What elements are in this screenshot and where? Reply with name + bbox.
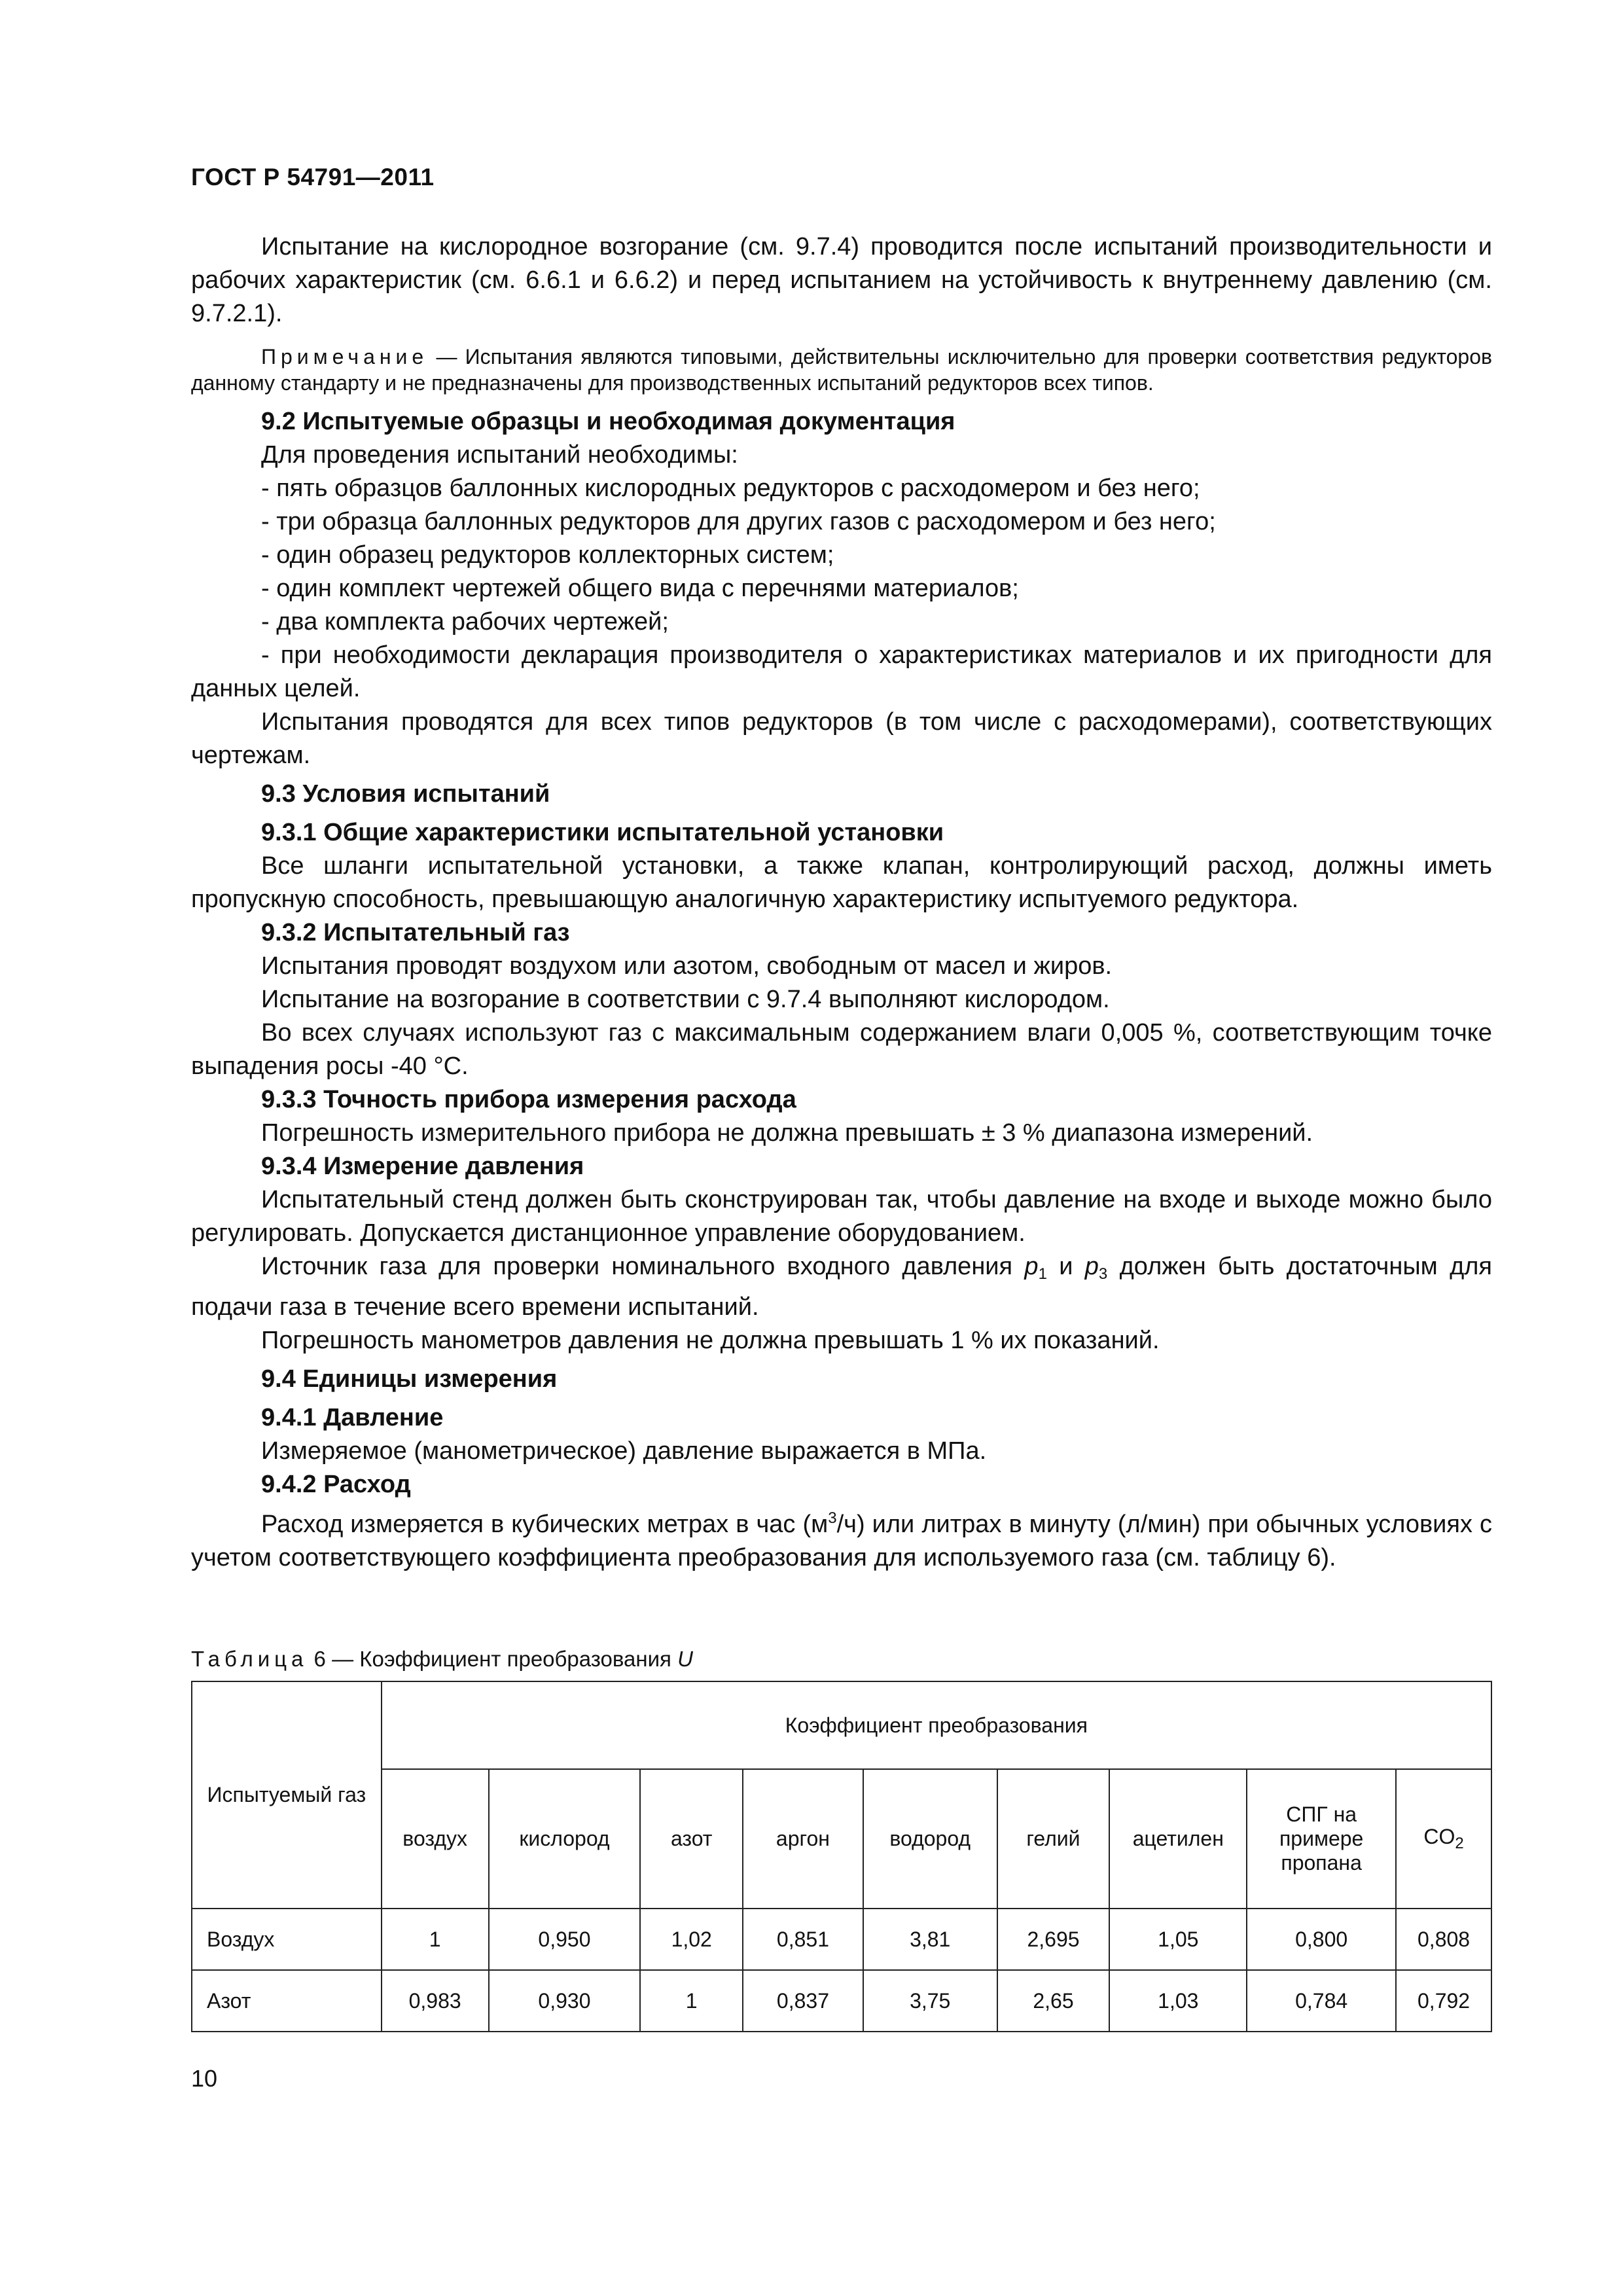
page-number: 10 xyxy=(191,2065,218,2092)
list-item: - три образца баллонных редукторов для других газов с расходомером и без него; xyxy=(261,508,1216,535)
table-row xyxy=(192,1909,1491,1970)
section-9-3-4-p3: Погрешность манометров давления не должна превышать 1 % их показаний. xyxy=(261,1327,1160,1354)
table-cell: 2,65 xyxy=(997,1970,1110,2032)
note-text: — Испытания являются типовыми, действительны исключительно для проверки соответствия редукторов данному стандарту и не предназначены для производственных испытаний редукторов всех типов. xyxy=(191,345,1492,395)
note-label: Примечание xyxy=(261,345,429,368)
pressure-symbol: p xyxy=(1084,1253,1099,1280)
section-heading-9-2: 9.2 Испытуемые образцы и необходимая документация xyxy=(261,408,955,435)
row-label: Азот xyxy=(192,1970,382,2032)
list-item: - два комплекта рабочих чертежей; xyxy=(261,608,669,636)
co2-text: CO xyxy=(1423,1825,1455,1848)
section-9-3-2-p2: Испытание на возгорание в соответствии с 9.7.4 выполняют кислородом. xyxy=(261,986,1110,1013)
table-row xyxy=(192,1970,1491,2032)
table-caption-text: 6 — Коэффициент преобразования xyxy=(308,1647,678,1671)
document-body xyxy=(191,230,1492,1575)
table-cell: 3,75 xyxy=(863,1970,997,2032)
table-header-row xyxy=(192,1681,1491,1769)
section-heading-9-3-3: 9.3.3 Точность прибора измерения расхода xyxy=(261,1086,796,1113)
section-9-3-4-p1: Испытательный стенд должен быть сконструирован так, чтобы давление на входе и выходе можно было регулировать. Допускается дистанционное управление оборудованием. xyxy=(191,1186,1492,1247)
column-header: кислород xyxy=(489,1769,641,1909)
text-run: Источник газа для проверки номинального входного давления xyxy=(261,1253,1025,1280)
section-9-3-1-text: Все шланги испытательной установки, а также клапан, контролирующий расход, должны иметь пропускную способность, превышающую аналогичную характеристику испытуемого редуктора. xyxy=(191,852,1492,913)
table-cell: 1,02 xyxy=(640,1909,743,1970)
table-caption xyxy=(191,1646,693,1672)
table-cell: 0,851 xyxy=(743,1909,863,1970)
section-heading-9-3-2: 9.3.2 Испытательный газ xyxy=(261,919,570,946)
row-label: Воздух xyxy=(192,1909,382,1970)
column-header-co2 xyxy=(1396,1769,1491,1909)
table-cell: 3,81 xyxy=(863,1909,997,1970)
table-corner-header: Испытуемый газ xyxy=(192,1681,382,1909)
section-heading-9-4-2: 9.4.2 Расход xyxy=(261,1471,411,1498)
document-header: ГОСТ Р 54791—2011 xyxy=(191,164,435,190)
conversion-table xyxy=(191,1681,1492,2032)
section-heading-9-3-1: 9.3.1 Общие характеристики испытательной установки xyxy=(261,819,944,846)
section-9-3-3-text: Погрешность измерительного прибора не должна превышать ± 3 % диапазона измерений. xyxy=(261,1119,1313,1147)
note xyxy=(191,344,1492,396)
table-caption-label: Таблица xyxy=(191,1647,308,1671)
table-cell: 0,950 xyxy=(489,1909,641,1970)
subscript: 2 xyxy=(1455,1835,1464,1852)
column-header: аргон xyxy=(743,1769,863,1909)
table-cell: 0,800 xyxy=(1247,1909,1396,1970)
table-cell: 1 xyxy=(640,1970,743,2032)
table-cell: 0,983 xyxy=(382,1970,489,2032)
pressure-symbol: p xyxy=(1024,1253,1039,1280)
section-heading-9-4: 9.4 Единицы измерения xyxy=(261,1365,558,1393)
table-cell: 0,837 xyxy=(743,1970,863,2032)
table-group-header: Коэффициент преобразования xyxy=(382,1681,1491,1769)
table-cell: 0,792 xyxy=(1396,1970,1491,2032)
text-run: и xyxy=(1046,1253,1085,1280)
table-cell: 0,808 xyxy=(1396,1909,1491,1970)
section-heading-9-4-1: 9.4.1 Давление xyxy=(261,1404,444,1431)
section-9-4-2-text xyxy=(191,1501,1492,1575)
table-cell: 0,930 xyxy=(489,1970,641,2032)
column-header: азот xyxy=(640,1769,743,1909)
list-item: - один образец редукторов коллекторных систем; xyxy=(261,541,834,569)
column-header: ацетилен xyxy=(1109,1769,1247,1909)
subscript: 1 xyxy=(1038,1265,1047,1283)
list-item: - пять образцов баллонных кислородных редукторов с расходомером и без него; xyxy=(261,475,1200,502)
section-heading-9-3: 9.3 Условия испытаний xyxy=(261,780,550,808)
text-run: /ч) или литрах в минуту (л/мин) при обычных условиях с учетом соответствующего коэффициента преобразования для используемого газа (см. таблицу 6). xyxy=(191,1511,1493,1571)
intro-paragraph: Испытание на кислородное возгорание (см. 9.7.4) проводится после испытаний производительности и рабочих характеристик (см. 6.6.1 и 6.6.2) и перед испытанием на устойчивость к внутреннему давлению (см. 9.7.2.1). xyxy=(191,233,1492,327)
text-run: должен быть достаточным для подачи газа в течение всего времени испытаний. xyxy=(191,1253,1492,1321)
list-item: - один комплект чертежей общего вида с перечнями материалов; xyxy=(261,575,1019,602)
table-cell: 2,695 xyxy=(997,1909,1110,1970)
section-9-4-1-text: Измеряемое (манометрическое) давление выражается в МПа. xyxy=(261,1437,987,1465)
table-header-row xyxy=(192,1769,1491,1909)
table-cell: 1 xyxy=(382,1909,489,1970)
section-9-2-closing: Испытания проводятся для всех типов редукторов (в том числе с расходомерами), соответствующих чертежам. xyxy=(191,708,1492,769)
superscript: 3 xyxy=(828,1509,837,1527)
column-header: гелий xyxy=(997,1769,1110,1909)
column-header: воздух xyxy=(382,1769,489,1909)
section-9-2-lead: Для проведения испытаний необходимы: xyxy=(261,441,738,469)
section-9-3-2-p3: Во всех случаях используют газ с максимальным содержанием влаги 0,005 %, соответствующим точке выпадения росы -40 °С. xyxy=(191,1019,1492,1080)
subscript: 3 xyxy=(1098,1265,1108,1283)
table-caption-variable: U xyxy=(677,1647,693,1671)
column-header: СПГ на примере пропана xyxy=(1247,1769,1396,1909)
section-9-3-2-p1: Испытания проводят воздухом или азотом, свободным от масел и жиров. xyxy=(261,952,1113,980)
table-cell: 1,05 xyxy=(1109,1909,1247,1970)
table-cell: 0,784 xyxy=(1247,1970,1396,2032)
text-run: Расход измеряется в кубических метрах в час (м xyxy=(261,1511,829,1538)
list-item: - при необходимости декларация производителя о характеристиках материалов и их пригодности для данных целей. xyxy=(191,641,1492,702)
section-heading-9-3-4: 9.3.4 Измерение давления xyxy=(261,1153,584,1180)
column-header: водород xyxy=(863,1769,997,1909)
section-9-3-4-p2 xyxy=(191,1250,1492,1324)
table-cell: 1,03 xyxy=(1109,1970,1247,2032)
